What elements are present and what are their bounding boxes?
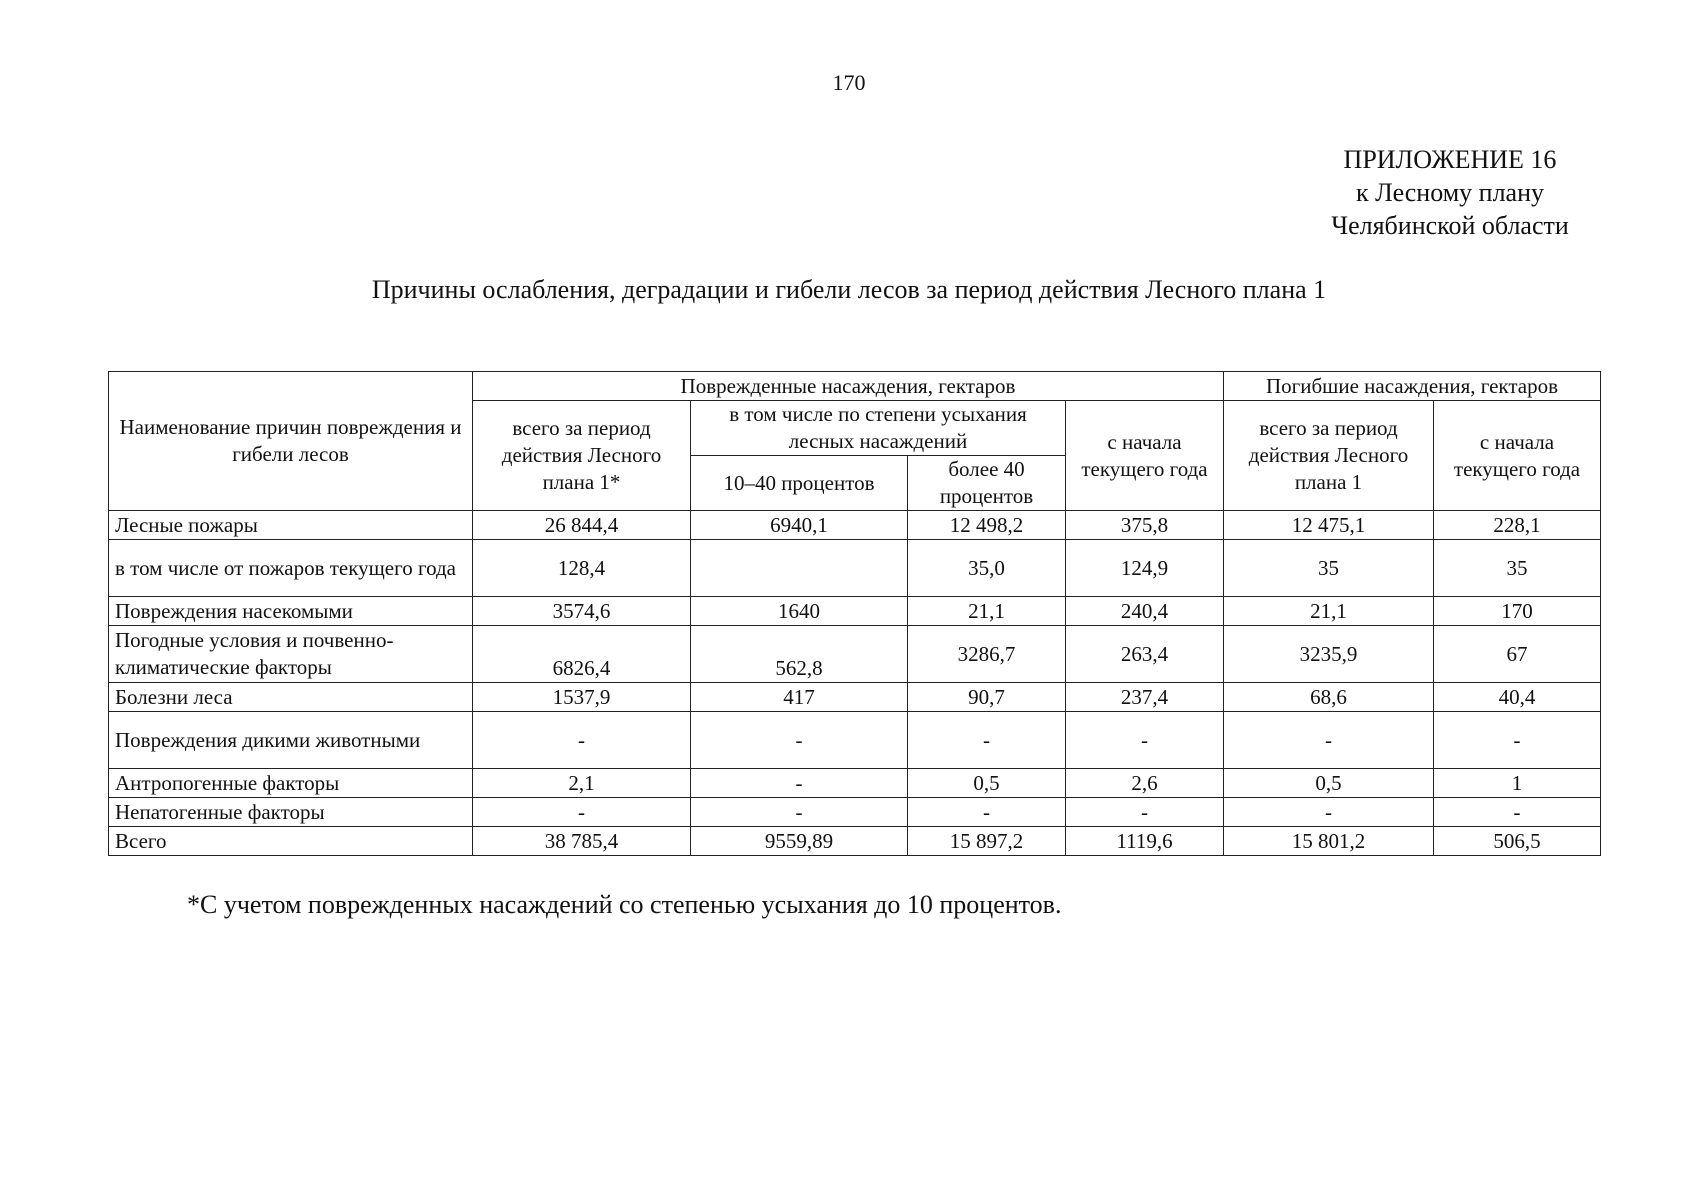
cell-pct-over-40: 90,7 [908,683,1066,712]
cell-dead-current: 506,5 [1434,827,1601,856]
cell-dead-total: 3235,9 [1224,626,1434,683]
table-row [109,540,1601,597]
cell-dead-current: 170 [1434,597,1601,626]
table-row [109,712,1601,769]
cell-pct-10-40: 9559,89 [691,827,908,856]
header-pct-over-40: более 40 процентов [908,456,1066,511]
row-cause-name: Антропогенные факторы [109,769,473,798]
cell-dead-current: - [1434,712,1601,769]
appendix-line-3: Челябинской области [1331,211,1569,240]
cell-dead-current: 35 [1434,540,1601,597]
cell-damaged-total: 38 785,4 [473,827,691,856]
row-cause-name: Погодные условия и почвенно-климатические факторы [109,626,473,683]
causes-table [108,371,1601,856]
cell-damaged-total: 26 844,4 [473,511,691,540]
cell-dead-total: - [1224,798,1434,827]
cell-dead-total: 68,6 [1224,683,1434,712]
cell-damaged-current: - [1066,712,1224,769]
cell-damaged-current: 263,4 [1066,626,1224,683]
cell-damaged-total: 6826,4 [473,626,691,683]
cell-dead-total: 0,5 [1224,769,1434,798]
header-dead-total: всего за период действия Лесного плана 1 [1224,401,1434,511]
appendix-line-1: ПРИЛОЖЕНИЕ 16 [1343,145,1557,174]
cell-pct-over-40: 35,0 [908,540,1066,597]
cell-damaged-total: 1537,9 [473,683,691,712]
cell-damaged-current: - [1066,798,1224,827]
cell-pct-over-40: 12 498,2 [908,511,1066,540]
cell-pct-10-40: 6940,1 [691,511,908,540]
row-cause-name: Лесные пожары [109,511,473,540]
cell-dead-total: 21,1 [1224,597,1434,626]
cell-pct-10-40: - [691,712,908,769]
footnote: *С учетом поврежденных насаждений со степенью усыхания до 10 процентов. [187,890,1062,919]
header-dead-current: с начала текущего года [1434,401,1601,511]
cell-pct-over-40: - [908,798,1066,827]
cell-damaged-current: 237,4 [1066,683,1224,712]
table-row-total [109,827,1601,856]
header-dead-group: Погибшие насаждения, гектаров [1224,372,1601,401]
cell-pct-10-40: - [691,798,908,827]
row-cause-name: Повреждения насекомыми [109,597,473,626]
appendix-line-2: к Лесному плану [1355,178,1545,207]
table-row [109,511,1601,540]
table-row [109,626,1601,683]
table-row [109,769,1601,798]
cell-damaged-total: - [473,712,691,769]
table-row [109,597,1601,626]
cell-dead-current: 1 [1434,769,1601,798]
cell-pct-10-40: - [691,769,908,798]
document-title: Причины ослабления, деградации и гибели лесов за период действия Лесного плана 1 [371,275,1327,304]
cell-damaged-total: - [473,798,691,827]
page-number: 170 [832,70,866,95]
cell-dead-current: - [1434,798,1601,827]
cell-damaged-total: 128,4 [473,540,691,597]
cell-pct-10-40: 1640 [691,597,908,626]
table-row [109,683,1601,712]
cell-dead-total: 15 801,2 [1224,827,1434,856]
cell-dead-total: 12 475,1 [1224,511,1434,540]
cell-dead-current: 228,1 [1434,511,1601,540]
row-cause-name: Повреждения дикими животными [109,712,473,769]
cell-dead-current: 40,4 [1434,683,1601,712]
cell-damaged-total: 3574,6 [473,597,691,626]
cell-damaged-current: 1119,6 [1066,827,1224,856]
cell-damaged-current: 2,6 [1066,769,1224,798]
header-damaged-current: с начала текущего года [1066,401,1224,511]
header-drying-degree: в том числе по степени усыхания лесных насаждений [691,401,1066,456]
row-cause-name: Непатогенные факторы [109,798,473,827]
cell-pct-over-40: 3286,7 [908,626,1066,683]
cell-damaged-current: 240,4 [1066,597,1224,626]
row-cause-name: в том числе от пожаров текущего года [109,540,473,597]
header-pct-10-40: 10–40 процентов [691,456,908,511]
cell-damaged-current: 375,8 [1066,511,1224,540]
cell-dead-total: - [1224,712,1434,769]
cell-pct-10-40 [691,540,908,597]
cell-pct-10-40: 562,8 [691,626,908,683]
cell-pct-over-40: 0,5 [908,769,1066,798]
header-damaged-total: всего за период действия Лесного плана 1* [473,401,691,511]
cell-dead-total: 35 [1224,540,1434,597]
cell-pct-10-40: 417 [691,683,908,712]
header-row-groups [109,372,1601,401]
cell-pct-over-40: 15 897,2 [908,827,1066,856]
cell-damaged-total: 2,1 [473,769,691,798]
appendix-block [1250,143,1650,242]
cell-pct-over-40: - [908,712,1066,769]
header-cause-name: Наименование причин повреждения и гибели лесов [109,372,473,511]
cell-pct-over-40: 21,1 [908,597,1066,626]
cell-damaged-current: 124,9 [1066,540,1224,597]
row-cause-name: Всего [109,827,473,856]
table-row [109,798,1601,827]
row-cause-name: Болезни леса [109,683,473,712]
cell-dead-current: 67 [1434,626,1601,683]
header-damaged-group: Поврежденные насаждения, гектаров [473,372,1224,401]
